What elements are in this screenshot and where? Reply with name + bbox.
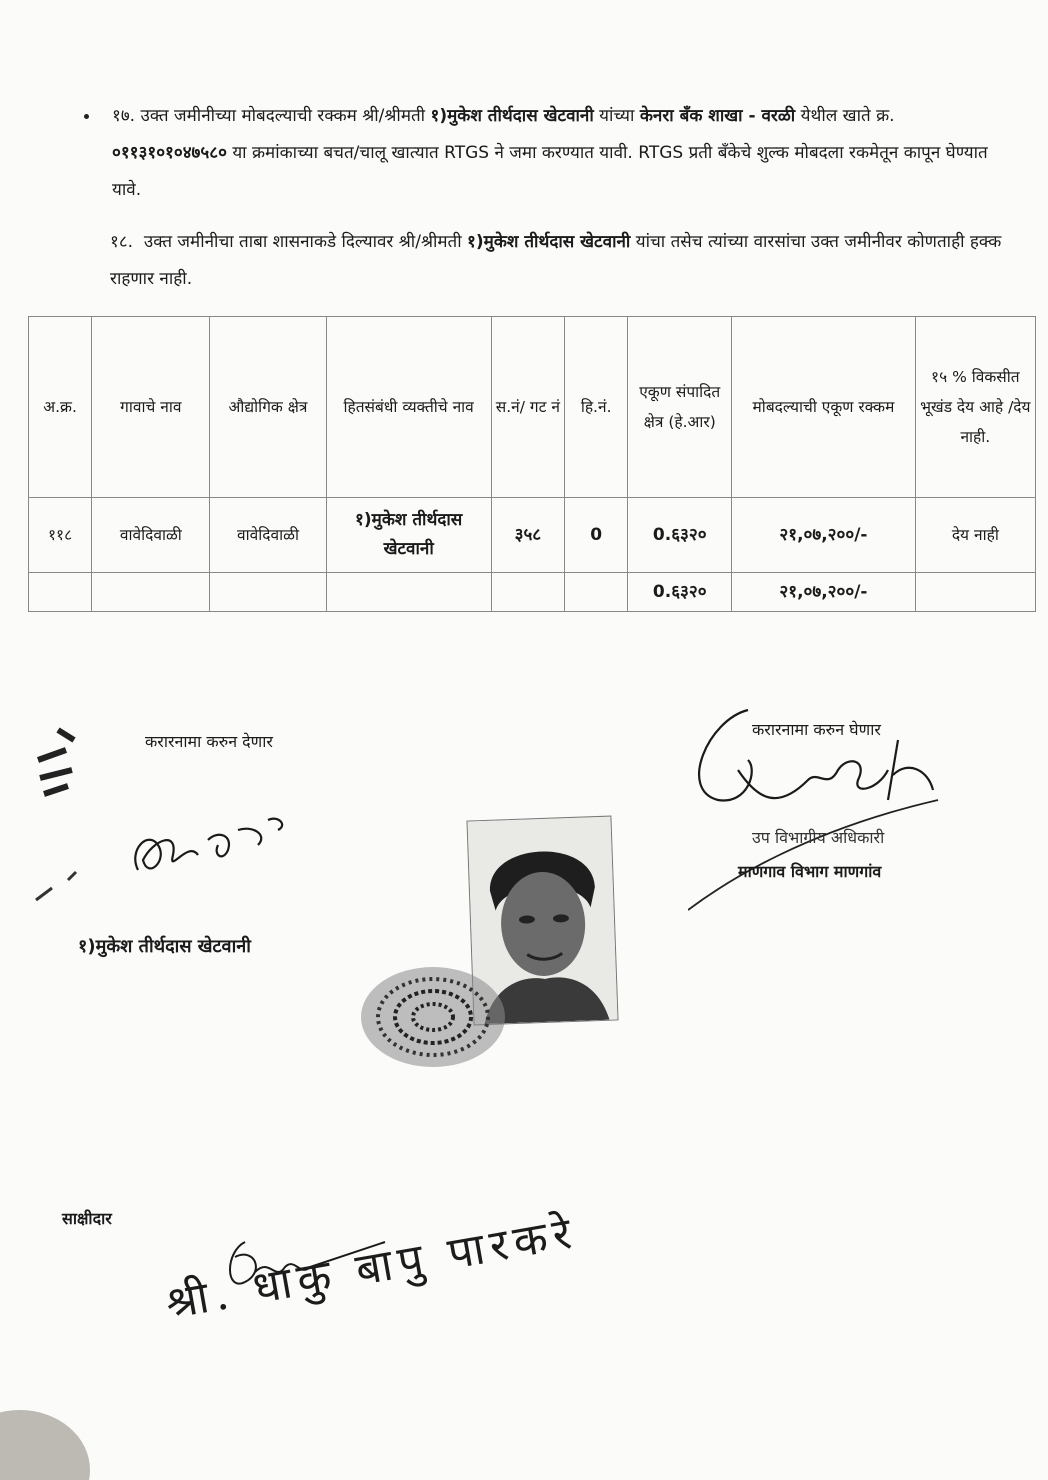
cell-area: 0.६३२० xyxy=(628,498,732,573)
taker-label: करारनामा करुन घेणार xyxy=(752,720,881,739)
clause-17-payee: १)मुकेश तीर्थदास खेटवानी xyxy=(430,106,594,126)
total-amount: २१,०७,२००/- xyxy=(732,573,915,612)
total-empty xyxy=(491,573,564,612)
total-area: 0.६३२० xyxy=(628,573,732,612)
clause-18-number: १८. xyxy=(110,232,134,252)
total-empty xyxy=(92,573,210,612)
header-industrial-area: औद्योगिक क्षेत्र xyxy=(210,317,326,498)
total-empty xyxy=(565,573,628,612)
thumbprint-stamp xyxy=(358,962,508,1072)
clause-18 xyxy=(110,224,1015,298)
clause-17-number: १७. xyxy=(112,106,136,126)
header-survey-no: स.नं/ गट नं xyxy=(491,317,564,498)
witness-label: साक्षीदार xyxy=(62,1209,112,1228)
scan-smudge-marks xyxy=(28,720,88,960)
witness-handwritten-name: श्री. धाकु बापु पारकरे xyxy=(162,1207,581,1330)
compensation-table xyxy=(28,316,1036,612)
clause-18-person: १)मुकेश तीर्थदास खेटवानी xyxy=(467,232,631,252)
header-village: गावाचे नाव xyxy=(92,317,210,498)
total-empty xyxy=(210,573,326,612)
cell-industrial-area: वावेदिवाळी xyxy=(210,498,326,573)
cell-plot-status: देय नाही xyxy=(915,498,1035,573)
clause-17-account: ०११३१०१०४७५८० xyxy=(112,143,227,163)
cell-sr: ११८ xyxy=(29,498,92,573)
clause-17-text-d: या क्रमांकाच्या बचत/चालू खात्यात RTGS ने जमा करण्यात यावी. RTGS प्रती बँकेचे शुल्क मोबदला रकमेतून कापून घेण्यात यावे. xyxy=(112,143,988,200)
clause-17-text-b: यांच्या xyxy=(593,106,640,126)
header-amount: मोबदल्याची एकूण रक्कम xyxy=(732,317,915,498)
scan-dot xyxy=(84,114,89,119)
cell-hissa-no: 0 xyxy=(565,498,628,573)
table-total-row xyxy=(29,573,1036,612)
header-hissa-no: हि.नं. xyxy=(565,317,628,498)
header-plot-status: १५ % विकसीत भूखंड देय आहे /देय नाही. xyxy=(915,317,1035,498)
total-empty xyxy=(29,573,92,612)
cell-survey-no: ३५८ xyxy=(491,498,564,573)
cell-village: वावेदिवाळी xyxy=(92,498,210,573)
cell-person: १)मुकेश तीर्थदास खेटवानी xyxy=(326,498,491,573)
table-header-row xyxy=(29,317,1036,498)
clause-18-text-b: यांचा तसेच त्यांच्या वारसांचा उक्त जमीनीवर कोणताही हक्क राहणार नाही. xyxy=(110,232,1002,289)
officer-office: माणगाव विभाग माणगांव xyxy=(738,862,882,881)
officer-title: उप विभागीय अधिकारी xyxy=(752,828,885,847)
giver-signature xyxy=(118,800,298,900)
header-area: एकूण संपादित क्षेत्र (हे.आर) xyxy=(628,317,732,498)
giver-name: १)मुकेश तीर्थदास खेटवानी xyxy=(78,936,251,957)
giver-label: करारनामा करुन देणार xyxy=(145,732,273,751)
clause-18-text-a: उक्त जमीनीचा ताबा शासनाकडे दिल्यावर श्री/श्रीमती xyxy=(143,232,468,252)
clause-17-text-a: उक्त जमीनीच्या मोबदल्याची रक्कम श्री/श्रीमती xyxy=(140,106,431,126)
header-sr: अ.क्र. xyxy=(29,317,92,498)
header-person: हितसंबंधी व्यक्तीचे नाव xyxy=(326,317,491,498)
clause-17-bank: केनरा बँक शाखा - वरळी xyxy=(639,106,796,126)
total-empty xyxy=(915,573,1035,612)
table-row xyxy=(29,498,1036,573)
cell-amount: २१,०७,२००/- xyxy=(732,498,915,573)
clause-17-text-c: येथील खाते क्र. xyxy=(795,106,895,126)
clause-17 xyxy=(112,98,992,209)
total-empty xyxy=(326,573,491,612)
scan-shadow xyxy=(0,1380,90,1480)
